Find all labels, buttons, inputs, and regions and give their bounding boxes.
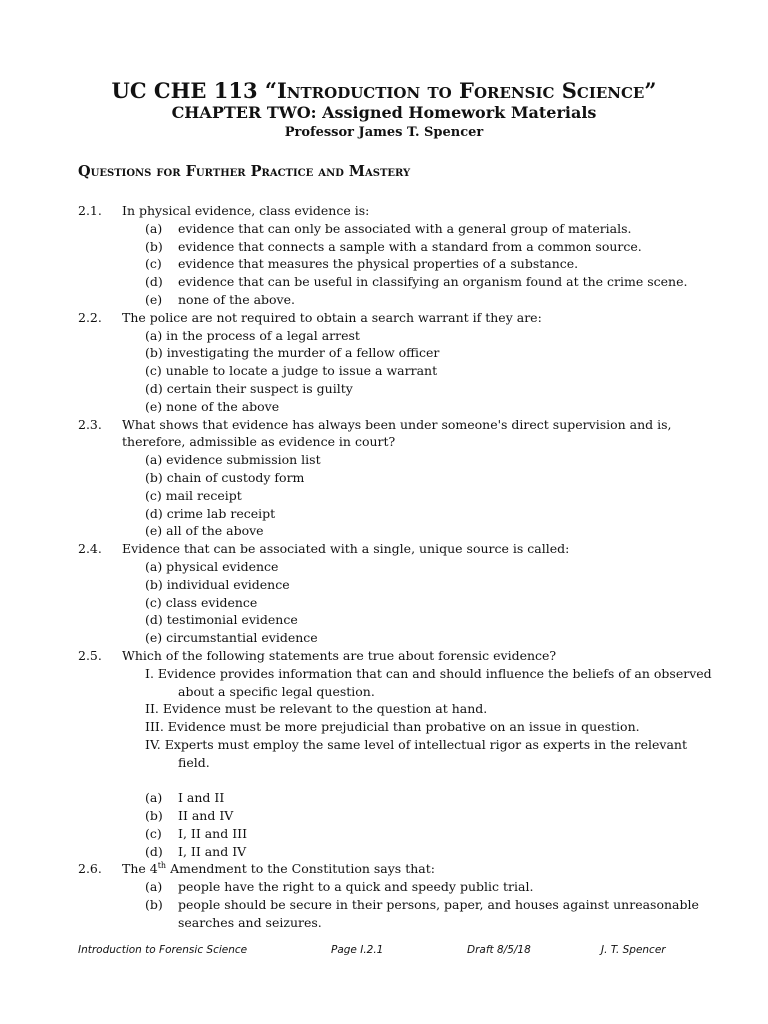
option-row xyxy=(78,451,718,469)
option-letter: (b) xyxy=(145,897,163,913)
option-row xyxy=(78,255,718,273)
option-text: I and II xyxy=(178,790,225,806)
question-number: 2.3. xyxy=(78,416,102,432)
option-text: (b) investigating the murder of a fellow officer xyxy=(145,345,440,361)
option-text: (a) physical evidence xyxy=(145,558,279,574)
option-text: evidence that can only be associated with a general group of materials. xyxy=(178,220,632,236)
option-text: (b) chain of custody form xyxy=(145,469,305,485)
option-row-continued xyxy=(78,914,718,932)
question-number: 2.4. xyxy=(78,541,102,557)
statement-row xyxy=(78,754,718,772)
option-text: II and IV xyxy=(178,808,234,824)
question-2-3 xyxy=(78,416,718,434)
option-row xyxy=(78,327,718,345)
question-text-continued xyxy=(78,433,718,451)
option-text: (a) evidence submission list xyxy=(145,452,321,468)
title-main: Introduction to Forensic Science xyxy=(276,78,645,103)
question-text: In physical evidence, class evidence is: xyxy=(122,203,370,218)
footer-page: Page I.2.1 xyxy=(331,944,384,956)
option-text: (c) mail receipt xyxy=(145,487,242,503)
option-row xyxy=(78,522,718,540)
statement-text: I. Evidence provides information that can and should influence the beliefs of an observed xyxy=(145,665,712,681)
option-text: (d) crime lab receipt xyxy=(145,505,276,521)
questions-body xyxy=(78,202,718,932)
option-text: none of the above. xyxy=(178,291,295,307)
option-letter: (d) xyxy=(145,843,163,859)
option-row xyxy=(78,487,718,505)
question-2-1 xyxy=(78,202,718,220)
statement-text: II. Evidence must be relevant to the question at hand. xyxy=(145,701,488,717)
option-row xyxy=(78,611,718,629)
title-suffix: ” xyxy=(644,78,657,103)
document-author: Professor James T. Spencer xyxy=(284,125,484,140)
option-row xyxy=(78,220,718,238)
option-row xyxy=(78,469,718,487)
option-row xyxy=(78,789,718,807)
option-text: (c) class evidence xyxy=(145,594,258,610)
option-text: people have the right to a quick and speedy public trial. xyxy=(178,879,534,895)
footer-course: Introduction to Forensic Science xyxy=(78,944,248,956)
question-text-part: Amendment to the Constitution says that: xyxy=(166,861,435,877)
option-text: evidence that can be useful in classifying an organism found at the crime scene. xyxy=(178,274,688,290)
option-letter: (c) xyxy=(145,256,162,272)
option-letter: (a) xyxy=(145,220,163,236)
option-row xyxy=(78,344,718,362)
option-letter: (c) xyxy=(145,825,162,841)
footer-author: J. T. Spencer xyxy=(601,944,666,956)
option-text: (e) circumstantial evidence xyxy=(145,630,318,646)
option-text: (a) in the process of a legal arrest xyxy=(145,327,360,343)
question-text: Evidence that can be associated with a single, unique source is called: xyxy=(122,541,570,557)
question-2-5 xyxy=(78,647,718,665)
question-text: therefore, admissible as evidence in court? xyxy=(122,434,396,450)
option-text: (e) all of the above xyxy=(145,523,264,539)
option-row xyxy=(78,398,718,416)
footer-draft: Draft 8/5/18 xyxy=(467,944,531,956)
statement-text: III. Evidence must be more prejudicial than probative on an issue in question. xyxy=(145,719,640,735)
option-letter: (a) xyxy=(145,879,163,895)
question-2-4 xyxy=(78,540,718,558)
option-letter: (b) xyxy=(145,808,163,824)
option-row xyxy=(78,291,718,309)
statement-text: about a specific legal question. xyxy=(178,683,375,699)
document-subtitle: CHAPTER TWO: Assigned Homework Materials xyxy=(171,103,597,122)
option-row xyxy=(78,380,718,398)
option-row xyxy=(78,896,718,914)
option-row xyxy=(78,505,718,523)
question-text: Which of the following statements are true about forensic evidence? xyxy=(122,647,557,663)
statement-row xyxy=(78,683,718,701)
statement-row xyxy=(78,700,718,718)
statement-row xyxy=(78,665,718,683)
question-text: What shows that evidence has always been under someone's direct supervision and is, xyxy=(122,416,672,432)
option-text: (d) certain their suspect is guilty xyxy=(145,380,353,396)
option-letter: (a) xyxy=(145,790,163,806)
option-text: searches and seizures. xyxy=(178,914,322,930)
option-text: evidence that connects a sample with a standard from a common source. xyxy=(178,238,642,254)
option-text: evidence that measures the physical properties of a substance. xyxy=(178,256,579,272)
question-number: 2.1. xyxy=(78,203,102,218)
option-letter: (d) xyxy=(145,274,163,290)
option-letter: (b) xyxy=(145,238,163,254)
option-text: (d) testimonial evidence xyxy=(145,612,298,628)
statement-text: IV. Experts must employ the same level of intellectual rigor as experts in the relevant xyxy=(145,736,688,752)
section-title: Questions for Further Practice and Mastery xyxy=(78,163,411,180)
option-text: (e) none of the above xyxy=(145,398,280,414)
title-prefix: UC CHE 113 “ xyxy=(111,78,277,103)
statement-text: field. xyxy=(178,754,210,770)
option-row xyxy=(78,629,718,647)
option-row xyxy=(78,238,718,256)
question-number: 2.2. xyxy=(78,309,102,325)
option-row xyxy=(78,576,718,594)
option-row xyxy=(78,558,718,576)
option-row xyxy=(78,825,718,843)
question-2-6 xyxy=(78,860,718,878)
option-row xyxy=(78,807,718,825)
option-letter: (e) xyxy=(145,291,163,307)
question-text: The police are not required to obtain a search warrant if they are: xyxy=(122,309,542,325)
option-row xyxy=(78,594,718,612)
option-row xyxy=(78,878,718,896)
question-2-2 xyxy=(78,309,718,327)
page-footer xyxy=(0,944,768,960)
ordinal-superscript: th xyxy=(157,861,167,871)
question-number: 2.6. xyxy=(78,861,102,877)
question-text-part: The 4 xyxy=(122,861,158,877)
option-text: (c) unable to locate a judge to issue a warrant xyxy=(145,363,438,379)
option-text: (b) individual evidence xyxy=(145,576,290,592)
statement-row xyxy=(78,736,718,754)
question-number: 2.5. xyxy=(78,647,102,663)
option-row xyxy=(78,362,718,380)
option-text: I, II and III xyxy=(178,825,248,841)
document-title xyxy=(0,78,768,103)
option-text: people should be secure in their persons, paper, and houses against unreasonable xyxy=(178,897,699,913)
option-text: I, II and IV xyxy=(178,843,247,859)
blank-line xyxy=(78,772,718,790)
question-text xyxy=(122,860,435,878)
option-row xyxy=(78,843,718,861)
statement-row xyxy=(78,718,718,736)
option-row xyxy=(78,273,718,291)
